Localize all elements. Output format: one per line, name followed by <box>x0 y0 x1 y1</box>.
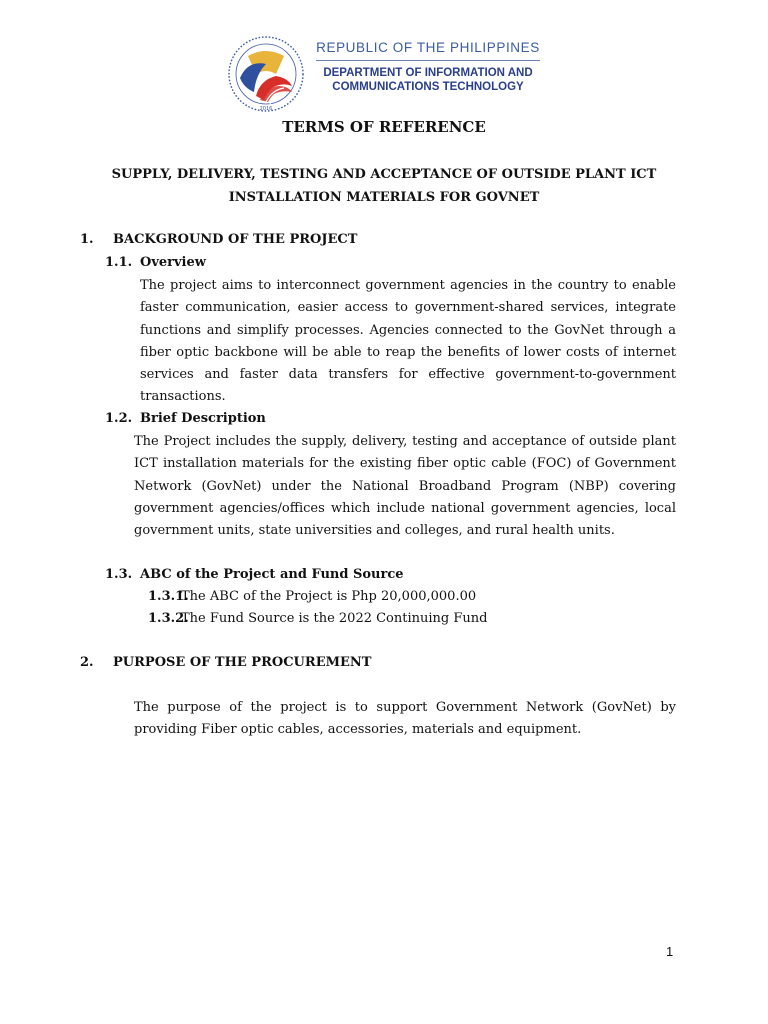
subsection-1-2-number: 1.2. <box>105 411 133 426</box>
subsection-1-1-heading: Overview <box>140 255 206 270</box>
document-title: TERMS OF REFERENCE <box>282 118 486 136</box>
item-1-3-1-text: The ABC of the Project is Php 20,000,000.00 <box>181 589 477 604</box>
section-2-number: 2. <box>80 655 94 670</box>
dict-seal-logo <box>226 34 312 114</box>
document-subtitle <box>110 164 658 209</box>
department-line-1: DEPARTMENT OF INFORMATION AND <box>323 67 533 79</box>
subtitle-line-1: SUPPLY, DELIVERY, TESTING AND ACCEPTANCE OF OUTSIDE PLANT ICT <box>111 167 657 182</box>
subsection-1-3-heading: ABC of the Project and Fund Source <box>140 567 404 582</box>
subsection-1-2-heading: Brief Description <box>140 411 266 426</box>
subtitle-line-2: INSTALLATION MATERIALS FOR GOVNET <box>228 189 540 205</box>
republic-label: REPUBLIC OF THE PHILIPPINES <box>316 40 540 55</box>
brief-description-paragraph: The Project includes the supply, delivery, testing and acceptance of outside plant ICT installation materials for the existing fiber optic cable (FOC) of Government Network (GovNet) under the National Broadband Program (NBP) covering government agencies/offices which include national government agencies, local government units, state universities and colleges, and rural health units. <box>134 434 676 539</box>
overview-paragraph: The project aims to interconnect government agencies in the country to enable faster communication, easier access to government-shared services, integrate functions and simplify processes. Agencies connected to the GovNet through a fiber optic backbone will be able to reap the benefits of lower costs of internet services and faster data transfers for effective government-to-government transactions. <box>140 278 676 405</box>
seal-year: 2016 <box>259 106 273 112</box>
item-1-3-1-number: 1.3.1. <box>148 589 189 604</box>
section-1-number: 1. <box>80 232 94 247</box>
department-line-2: COMMUNICATIONS TECHNOLOGY <box>332 81 524 93</box>
letterhead <box>226 34 540 114</box>
item-1-3-2-text: The Fund Source is the 2022 Continuing Fund <box>181 611 488 626</box>
agency-block <box>316 40 540 94</box>
purpose-paragraph: The purpose of the project is to support Government Network (GovNet) by providing Fiber optic cables, accessories, materials and equipment. <box>134 700 676 738</box>
subsection-1-3-number: 1.3. <box>105 567 133 582</box>
page-number: 1 <box>666 944 674 959</box>
item-1-3-2-number: 1.3.2. <box>148 611 189 626</box>
header-divider <box>316 60 540 61</box>
subsection-1-1-number: 1.1. <box>105 255 133 270</box>
section-2-heading: PURPOSE OF THE PROCUREMENT <box>113 655 372 670</box>
section-1-heading: BACKGROUND OF THE PROJECT <box>113 232 358 247</box>
